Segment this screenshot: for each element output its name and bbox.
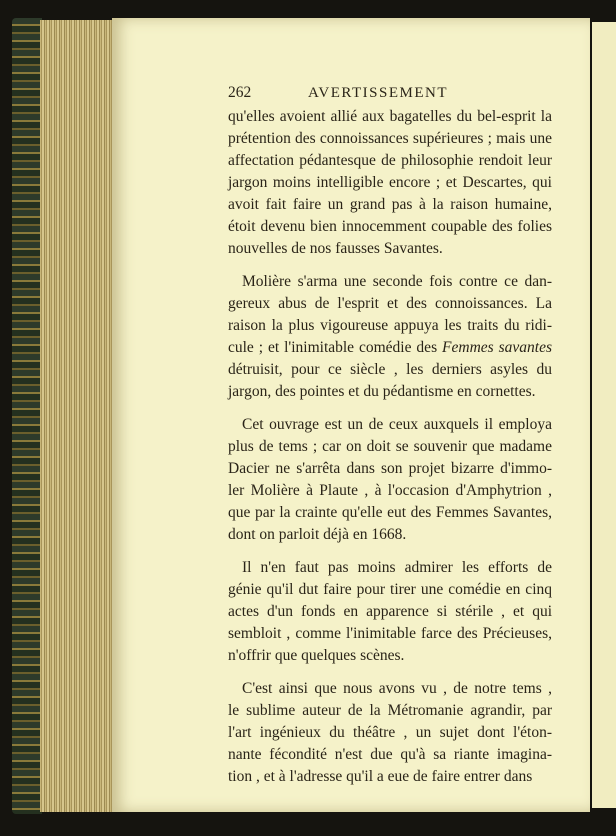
facing-page-edge [592,22,616,808]
text-line: Dacier ne s'arrêta dans son projet bizarre d'immo- [228,460,552,477]
text-line: le sublime auteur de la Métromanie agrandir, par [228,702,552,719]
text-line: actes d'un fonds en apparence si stérile , et qui [228,603,552,620]
page-text [228,84,552,788]
text-line: détruisit, pour ce siècle , les derniers asyles du [228,361,552,378]
text-line: Cet ouvrage est un de ceux auxquels il employa [242,416,552,433]
text-fragment: cule ; et l'inimitable comédie des [228,339,438,356]
text-line: affectation pédantesque de philosophie rendoit leur [228,152,552,169]
page-number: 262 [228,84,252,101]
text-line [228,337,552,359]
text-line: Il n'en faut pas moins admirer les efforts de [242,559,552,576]
text-line: jargon moins intelligible encore ; et Descartes, qui [228,174,552,191]
text-line: avoit fait faire un grand pas à la raison humaine, [228,196,552,213]
paragraph [228,557,552,667]
text-line: gereux abus de l'esprit et des connoissances. La [228,295,552,312]
text-line: raison la plus vigoureuse appuya les traits du ridi- [228,317,552,334]
text-line: nouvelles de nos fausses Savantes. [228,240,443,257]
body-text [228,106,552,788]
text-line: prétention des connoissances supérieures ; mais une [228,130,552,147]
italic-title: Femmes savantes [442,339,553,356]
book-spine [12,18,42,814]
paragraph [228,106,552,260]
text-line: tion , et à l'adresse qu'il a eue de faire entrer dans [228,768,533,785]
paragraph [228,414,552,546]
text-line: étoit devenu bien innocemment coupable des folies [228,218,552,235]
text-line: jargon, des pointes et du pédantisme en cornettes. [228,383,536,400]
text-line: plus de tems ; car on doit se souvenir que madame [228,438,552,455]
paragraph [228,271,552,403]
text-line: l'art ingénieux du théâtre , un sujet dont l'éton- [228,724,552,741]
running-header [228,84,552,106]
text-line: n'offrir que quelques scènes. [228,647,405,664]
text-line: que par la crainte qu'elle eut des Femmes Savantes, [228,504,552,521]
text-line: ler Molière à Plaute , à l'occasion d'Amphytrion , [228,482,552,499]
text-line: génie qu'il dut faire pour tirer une comédie en cinq [228,581,552,598]
text-line: Molière s'arma une seconde fois contre ce dan- [242,273,552,290]
text-line: C'est ainsi que nous avons vu , de notre tems , [242,680,552,697]
text-line: sembloit , comme l'inimitable farce des Précieuses, [228,625,552,642]
running-title: AVERTISSEMENT [308,85,448,101]
paragraph [228,678,552,788]
text-line: nante fécondité n'est due qu'à sa riante imagina- [228,746,552,763]
text-line: dont on parloit déjà en 1668. [228,526,407,543]
page-edges [40,20,114,812]
text-line: qu'elles avoient allié aux bagatelles du bel-esprit la [228,108,552,125]
